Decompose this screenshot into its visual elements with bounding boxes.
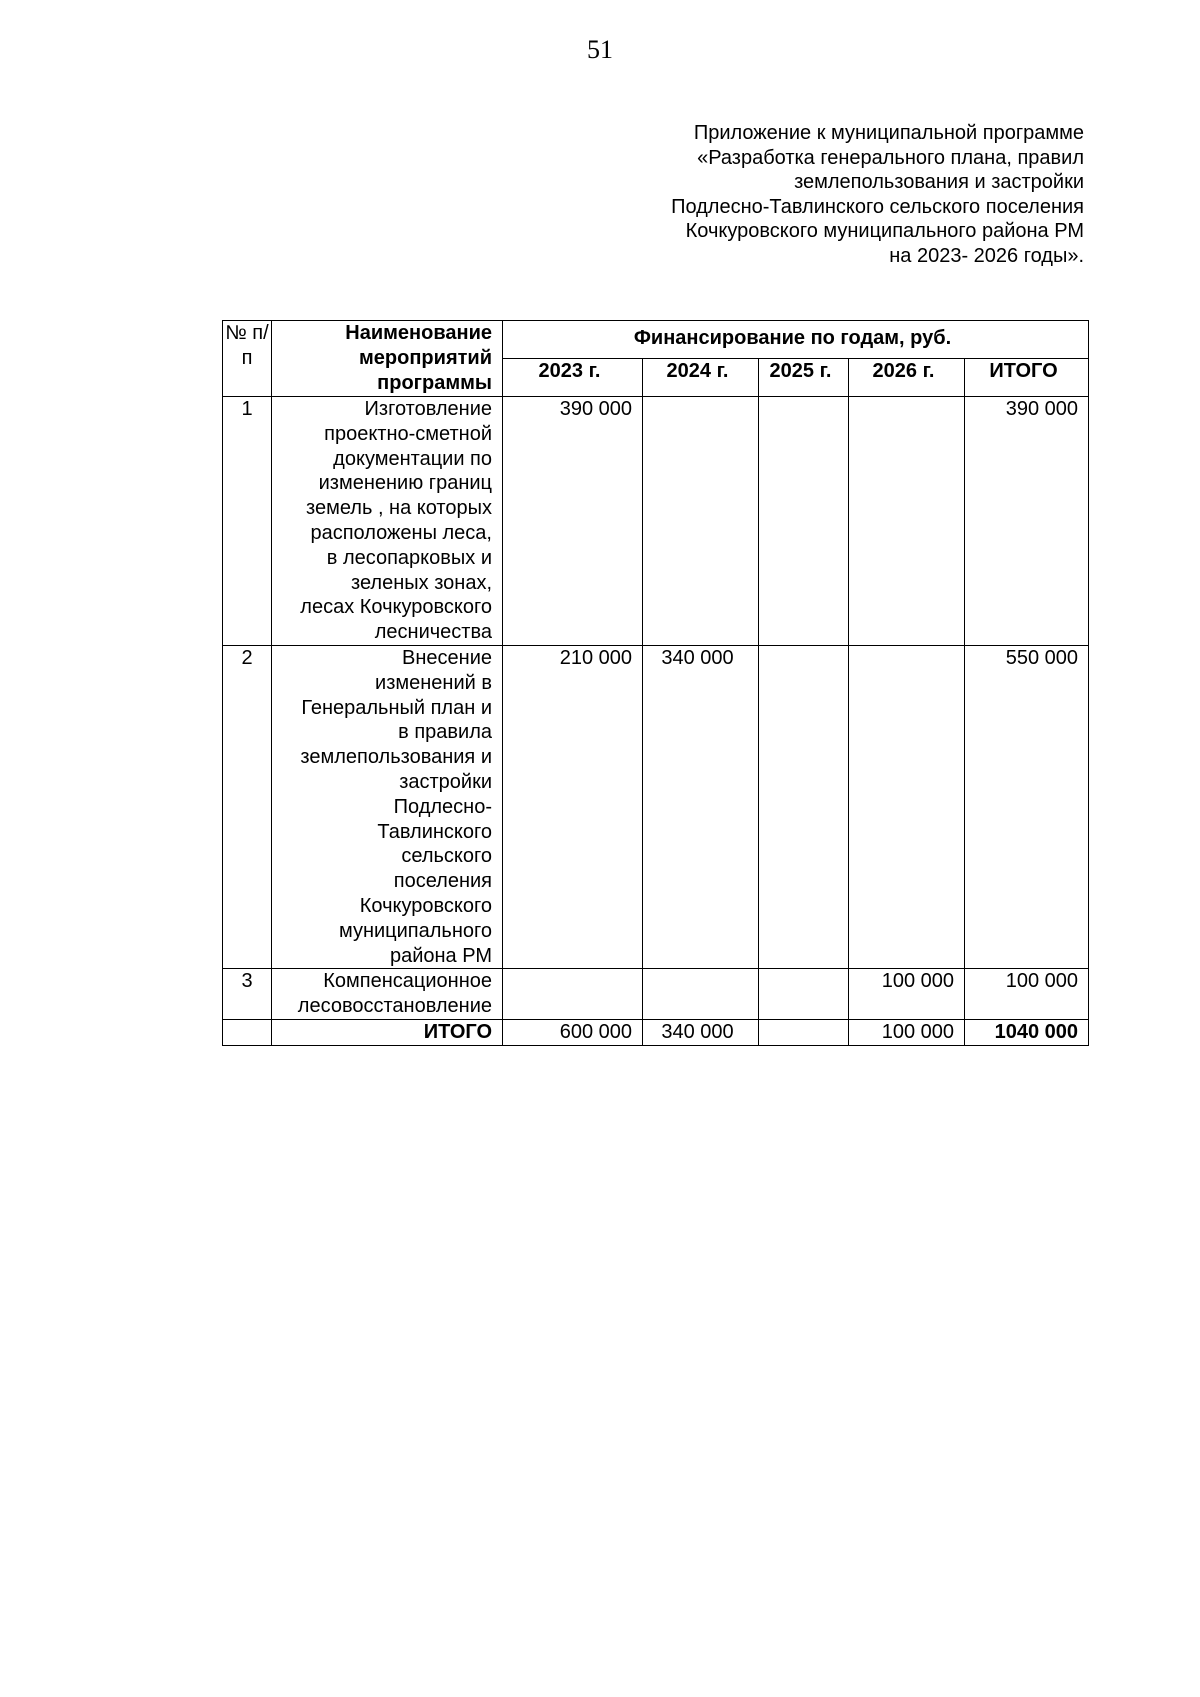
row-name-line: сельского	[401, 845, 492, 868]
row-name-line: лесовосстановление	[297, 995, 492, 1018]
total-2023-cell: 600 000	[503, 1019, 643, 1045]
total-num-cell	[223, 1019, 272, 1045]
value-2023-cell	[503, 969, 643, 1020]
row-name-line: землепользования и	[300, 746, 492, 769]
header-row-top	[223, 321, 1089, 359]
row-name-line: расположены леса,	[310, 521, 492, 544]
appendix-line: на 2023- 2026 годы».	[889, 244, 1084, 267]
row-name-line: Генеральный план и	[301, 696, 492, 719]
row-name-line: лесничества	[374, 621, 492, 644]
total-label-cell: ИТОГО	[272, 1019, 503, 1045]
row-number-cell: 1	[223, 397, 272, 646]
total-row	[223, 1019, 1089, 1045]
row-name-line: Компенсационное	[323, 970, 492, 993]
header-year-2023: 2023 г.	[503, 359, 643, 397]
row-name-line: в лесопарковых и	[326, 546, 492, 569]
row-name-line: земель , на которых	[306, 497, 492, 520]
appendix-line: Подлесно-Тавлинского сельского поселения	[671, 195, 1084, 218]
total-2025-cell	[759, 1019, 849, 1045]
row-name-line: изменению границ	[318, 472, 492, 495]
value-2023-cell: 210 000	[503, 645, 643, 968]
value-total-cell: 100 000	[965, 969, 1089, 1020]
financing-table	[222, 320, 1089, 1046]
total-sum-cell: 1040 000	[965, 1019, 1089, 1045]
row-name-line: проектно-сметной	[324, 422, 492, 445]
row-name-line: поселения	[393, 870, 492, 893]
row-name-line: Изготовление	[364, 398, 492, 420]
appendix-block	[484, 121, 1084, 269]
appendix-line: землепользования и застройки	[794, 171, 1084, 194]
appendix-line: Приложение к муниципальной программе	[693, 122, 1084, 144]
header-num-cell: № п/п	[223, 321, 272, 397]
row-name-line: лесах Кочкуровского	[300, 596, 492, 619]
value-2023-cell: 390 000	[503, 397, 643, 646]
table-row	[223, 645, 1089, 968]
row-name-line: изменений в	[375, 671, 492, 694]
value-total-cell: 390 000	[965, 397, 1089, 646]
row-name-line: Тавлинского	[377, 820, 492, 843]
header-name-cell: Наименование мероприятий программы	[272, 321, 503, 397]
value-2024-cell: 340 000	[643, 645, 759, 968]
row-name-line: в правила	[398, 721, 492, 744]
header-total: ИТОГО	[965, 359, 1089, 397]
header-year-2025: 2025 г.	[759, 359, 849, 397]
header-year-2024: 2024 г.	[643, 359, 759, 397]
row-name-line: Кочкуровского	[359, 894, 492, 917]
value-total-cell: 550 000	[965, 645, 1089, 968]
row-name-cell	[272, 397, 503, 646]
value-2025-cell	[759, 969, 849, 1020]
value-2024-cell	[643, 969, 759, 1020]
value-2024-cell	[643, 397, 759, 646]
row-name-line: района РМ	[389, 944, 492, 967]
value-2026-cell	[849, 645, 965, 968]
appendix-line: Кочкуровского муниципального района РМ	[685, 220, 1084, 243]
row-name-cell	[272, 969, 503, 1020]
total-2024-cell: 340 000	[643, 1019, 759, 1045]
row-name-line: документации по	[333, 447, 492, 470]
table-row	[223, 969, 1089, 1020]
row-name-line: застройки	[399, 770, 492, 793]
total-2026-cell: 100 000	[849, 1019, 965, 1045]
value-2026-cell: 100 000	[849, 969, 965, 1020]
row-name-cell	[272, 645, 503, 968]
row-name-line: Внесение	[402, 646, 492, 669]
page-number: 51	[587, 35, 613, 64]
table-row	[223, 397, 1089, 646]
row-name-line: зеленых зонах,	[351, 571, 492, 594]
value-2026-cell	[849, 397, 965, 646]
row-number-cell: 2	[223, 645, 272, 968]
appendix-line: «Разработка генерального плана, правил	[697, 146, 1084, 169]
row-name-line: муниципального	[338, 919, 492, 942]
header-year-2026: 2026 г.	[849, 359, 965, 397]
header-financing-cell: Финансирование по годам, руб.	[503, 321, 1089, 359]
row-name-line: Подлесно-	[393, 795, 492, 818]
value-2025-cell	[759, 397, 849, 646]
value-2025-cell	[759, 645, 849, 968]
row-number-cell: 3	[223, 969, 272, 1020]
